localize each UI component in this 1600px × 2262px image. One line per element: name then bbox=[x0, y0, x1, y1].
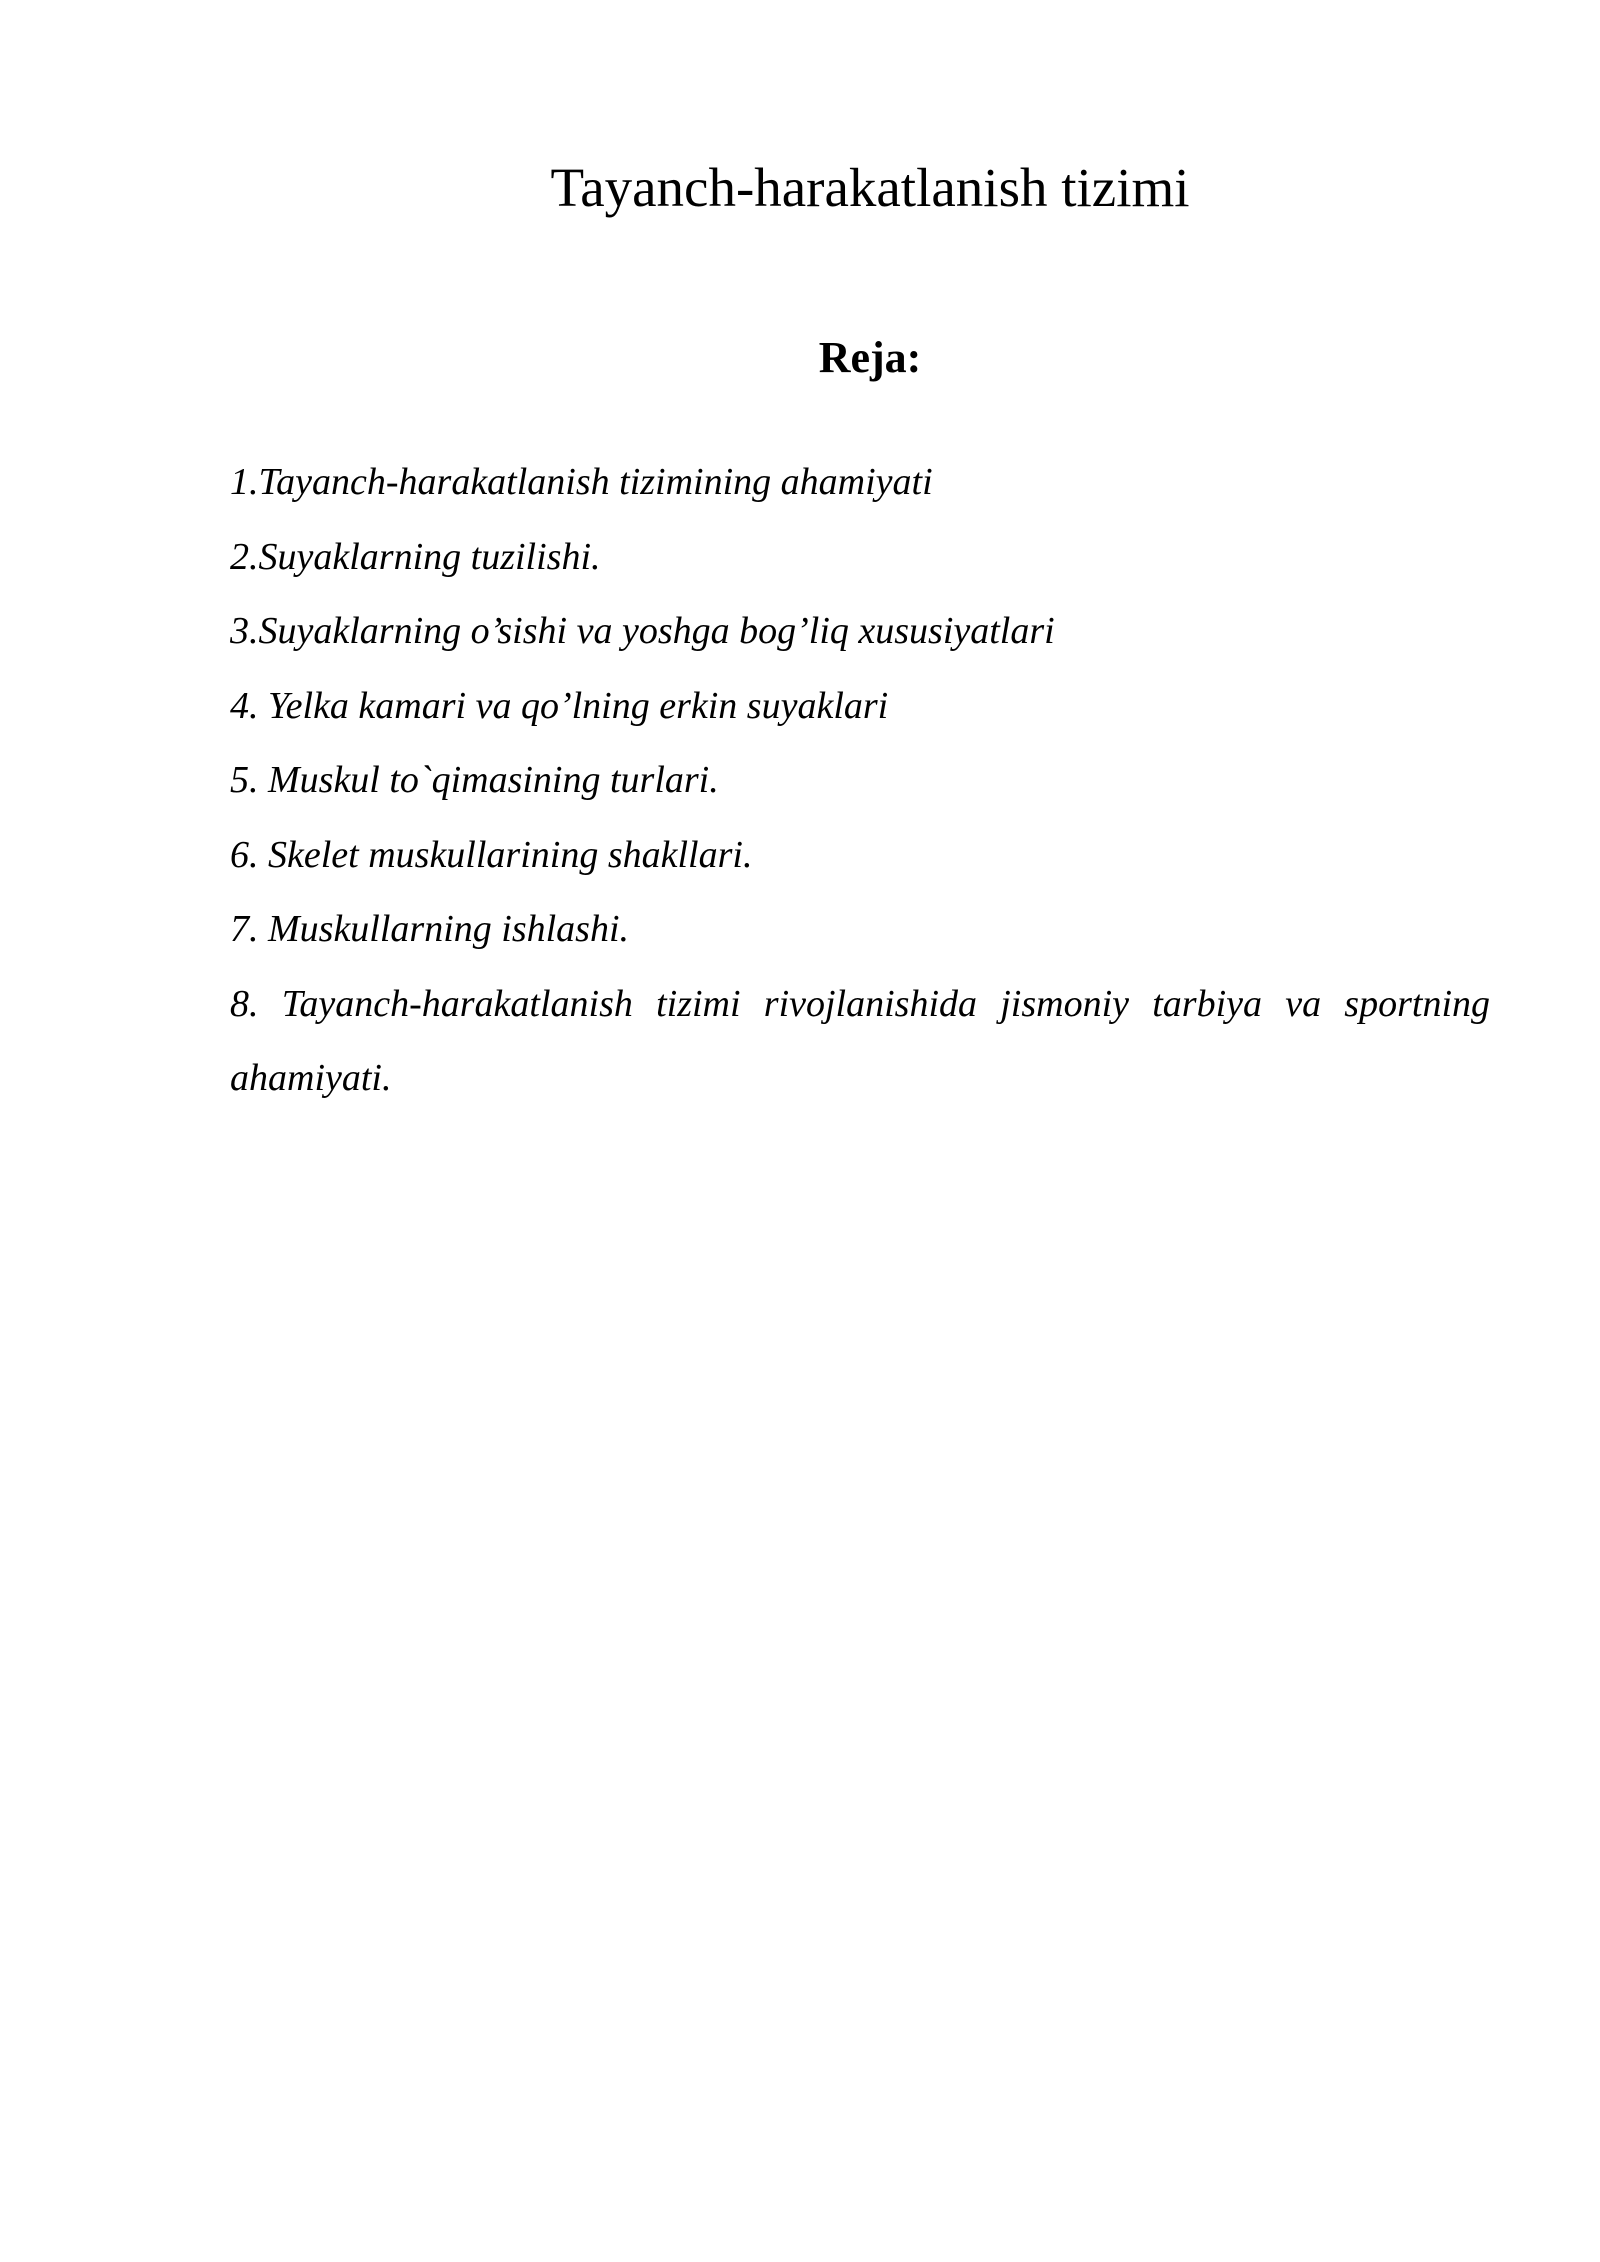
plan-item-5: 5. Muskul to`qimasining turlari. bbox=[230, 759, 719, 801]
plan-item-6: 6. Skelet muskullarining shakllari. bbox=[230, 833, 753, 876]
plan-item-4: 4. Yelka kamari va qo’lning erkin suyaklari bbox=[230, 684, 889, 727]
plan-item-1: 1.Tayanch-harakatlanish tizimining ahamiyati bbox=[230, 461, 933, 503]
plan-item-3: 3.Suyaklarning o’sishi va yoshga bog’liq xususiyatlari bbox=[230, 610, 1055, 652]
plan-item-7: 7. Muskullarning ishlashi. bbox=[230, 908, 630, 950]
plan-item-2: 2.Suyaklarning tuzilishi. bbox=[230, 535, 601, 578]
plan-item-8: 8. Tayanch-harakatlanish tizimi rivojlanishida jismoniy tarbiya va sportning ahamiyati. bbox=[230, 982, 1490, 1099]
plan-heading: Reja: bbox=[818, 333, 922, 382]
document-title: Tayanch-harakatlanish tizimi bbox=[550, 157, 1190, 218]
plan-list bbox=[230, 445, 1490, 1116]
